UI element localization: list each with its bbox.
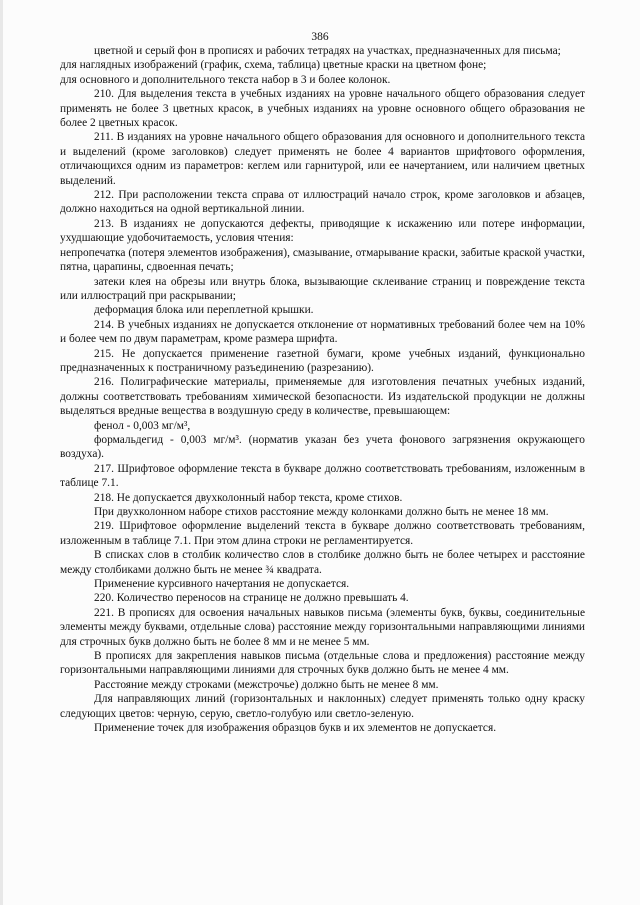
paragraph-220: 220. Количество переносов на странице не должно превышать 4. [94,592,409,605]
page-number: 386 [311,31,329,43]
paragraph: формальдегид - 0,003 мг/м³. (норматив указан без учета фонового загрязнения окружающего воздуха). [60,433,585,461]
paragraph: для основного и дополнительного текста набор в 3 и более колонок. [60,73,391,86]
paragraph-215: 215. Не допускается применение газетной бумаги, кроме учебных изданий, функционально предназначенных к постраничному разъединению (разрезанию). [60,347,585,374]
paragraph: деформация блока или переплетной крышки. [94,304,314,317]
paragraph: Для направляющих линий (горизонтальных и наклонных) следует применять только одну краску следующих цветов: черную, серую, светло-голубую или светло-зеленую. [60,693,585,720]
paragraph-210: 210. Для выделения текста в учебных изданиях на уровне начального общего образования следует применять не более 3 цветных красок, в учебных изданиях на уровне основного общего образования не более 2 цветных красок. [60,88,585,130]
paragraph-214: 214. В учебных изданиях не допускается отклонение от нормативных требований более чем на 10% и более чем по двум параметрам, кроме размера шрифта. [60,318,585,346]
paragraph: фенол - 0,003 мг/м³, [94,419,191,432]
paragraph: затеки клея на обрезы или внутрь блока, вызывающие склеивание страниц и повреждение текста или иллюстраций при раскрывании; [60,275,585,302]
scan-edge [0,0,3,905]
paragraph-218: 218. Не допускается двухколонный набор текста, кроме стихов. [94,491,403,504]
paragraph: При двухколонном наборе стихов расстояние между колонками должно быть не менее 18 мм. [94,506,549,518]
document-body [60,44,585,736]
paragraph: В прописях для закрепления навыков письма (отдельные слова и предложения) расстояние между горизонтальными направляющими линиями для строчных букв должно быть не менее 4 мм. [60,650,585,677]
paragraph: Расстояние между строками (межстрочье) должно быть не менее 8 мм. [94,678,439,691]
paragraph-213: 213. В изданиях не допускаются дефекты, приводящие к искажению или потере информации, ухудшающие удобочитаемость, условия чтения: [60,217,585,245]
paragraph-211: 211. В изданиях на уровне начального общего образования для основного и дополнительного текста и выделений (кроме заголовков) следует применять не более 4 вариантов шрифтового оформления, отличающихся одним из параметров: кеглем или гарнитурой, или ее начертанием, или наличием цветных выделений. [60,131,585,187]
paragraph: непропечатка (потеря элементов изображения), смазывание, отмарывание краски, забитые краской участки, пятна, царапины, сдвоенная печать; [60,246,585,274]
paragraph-219: 219. Шрифтовое оформление выделений текста в букваре должно соответствовать требованиям, изложенным в таблице 7.1. При этом длина строки не регламентируется. [60,520,585,547]
paragraph-217: 217. Шрифтовое оформление текста в букваре должно соответствовать требованиям, изложенным в таблице 7.1. [60,462,585,490]
paragraph-216: 216. Полиграфические материалы, применяемые для изготовления печатных учебных изданий, должны соответствовать требованиям химической безопасности. Из издательской продукции не должны выделяться вредные вещества в воздушную среду в количестве, превышающем: [60,376,585,418]
paragraph: Применение курсивного начертания не допускается. [94,578,350,591]
paragraph: для наглядных изображений (график, схема, таблица) цветные краски на цветном фоне; [60,59,487,72]
paragraph-221: 221. В прописях для освоения начальных навыков письма (элементы букв, буквы, соединительные элементы между буквами, отдельные слова) расстояние между горизонтальными направляющими линиями для строчных букв должно быть не более 8 мм и не менее 5 мм. [60,606,585,648]
paragraph: В списках слов в столбик количество слов в столбике должно быть не более четырех и расстояние между столбиками должно быть не менее ¾ квадрата. [60,549,585,576]
paragraph: Применение точек для изображения образцов букв и их элементов не допускается. [94,722,497,735]
paragraph: цветной и серый фон в прописях и рабочих тетрадях на участках, предназначенных для письма; [94,45,561,57]
paragraph-212: 212. При расположении текста справа от иллюстраций начало строк, кроме заголовков и абзацев, должно находиться на одной вертикальной линии. [60,189,585,216]
